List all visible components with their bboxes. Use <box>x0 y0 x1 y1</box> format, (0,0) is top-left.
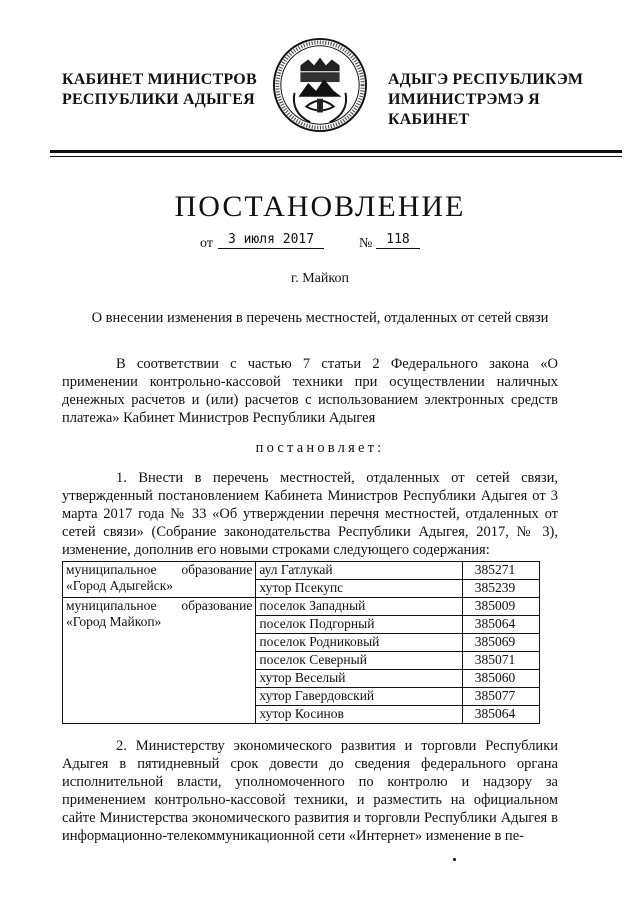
code-cell: 385071 <box>462 652 539 670</box>
date-prefix: от <box>200 236 213 251</box>
header-divider-thick <box>50 150 622 153</box>
scan-speck <box>453 858 456 861</box>
code-cell: 385271 <box>462 562 539 580</box>
preamble-paragraph: В соответствии с частью 7 статьи 2 Федерального закона «О применении контрольно-кассовой техники при осуществлении наличных денежных расчетов и (или) расчетов с использованием электронных средств платежа» Кабинет Министров Республики Адыгея <box>62 356 558 426</box>
code-cell: 385060 <box>462 670 539 688</box>
place-cell: хутор Веселый <box>256 670 462 688</box>
place-cell: поселок Северный <box>256 652 462 670</box>
issuer-adyghe-line-1: АДЫГЭ РЕСПУБЛИКЭМ <box>388 71 584 88</box>
document-number: 118 <box>376 232 420 249</box>
document-title: ПОСТАНОВЛЕНИЕ <box>174 190 466 223</box>
code-cell: 385064 <box>462 706 539 724</box>
issuer-name-adyghe <box>388 70 618 130</box>
code-cell: 385069 <box>462 634 539 652</box>
number-prefix: № <box>359 236 373 251</box>
document-date: 3 июля 2017 <box>218 232 324 249</box>
code-cell: 385064 <box>462 616 539 634</box>
item-2-paragraph: 2. Министерству экономического развития и торговли Республики Адыгея в пятидневный срок довести до сведения федерального органа исполнительной власти, уполномоченного по контролю и надзору за применением контрольно-кассовой техники, и разместить на официальном сайте Министерства экономического развития и торговли Республики Адыгея в информационно-телекоммуникационной сети «Интернет» изменение в пе- <box>62 738 558 844</box>
municipality-cell: муниципальное образование «Город Адыгейск» <box>63 562 256 598</box>
table-row <box>63 598 540 616</box>
place-cell: поселок Родниковый <box>256 634 462 652</box>
table-row <box>63 562 540 580</box>
code-cell: 385009 <box>462 598 539 616</box>
header-divider-thin <box>50 156 622 157</box>
place-cell: поселок Подгорный <box>256 616 462 634</box>
code-cell: 385239 <box>462 580 539 598</box>
place-cell: аул Гатлукай <box>256 562 462 580</box>
place-cell: хутор Псекупс <box>256 580 462 598</box>
place-cell: хутор Косинов <box>256 706 462 724</box>
republic-coat-of-arms-icon <box>271 36 369 134</box>
issuer-name-russian <box>62 70 262 110</box>
place-cell: поселок Западный <box>256 598 462 616</box>
place-cell: хутор Гавердовский <box>256 688 462 706</box>
issuer-line-1: КАБИНЕТ МИНИСТРОВ <box>62 71 257 88</box>
date-number-line <box>200 232 440 252</box>
issuer-adyghe-line-2: ИМИНИСТРЭМЭ Я КАБИНЕТ <box>388 91 540 128</box>
municipality-cell: муниципальное образование «Город Майкоп» <box>63 598 256 724</box>
item-1-paragraph: 1. Внести в перечень местностей, отдаленных от сетей связи, утвержденный постановлением Кабинета Министров Республики Адыгея от 3 марта 2017 года № 33 «Об утверждении перечня местностей, отдаленных от сетей связи» (Собрание законодательства Республики Адыгея, 2017, № 3), изменение, дополнив его новыми строками следующего содержания: <box>62 470 558 558</box>
places-table <box>62 561 540 724</box>
document-subject: О внесении изменения в перечень местностей, отдаленных от сетей связи <box>91 310 549 326</box>
code-cell: 385077 <box>462 688 539 706</box>
city: г. Майкоп <box>291 271 349 286</box>
decrees-heading: постановляет: <box>255 440 385 456</box>
issuer-line-2: РЕСПУБЛИКИ АДЫГЕЯ <box>62 91 255 108</box>
